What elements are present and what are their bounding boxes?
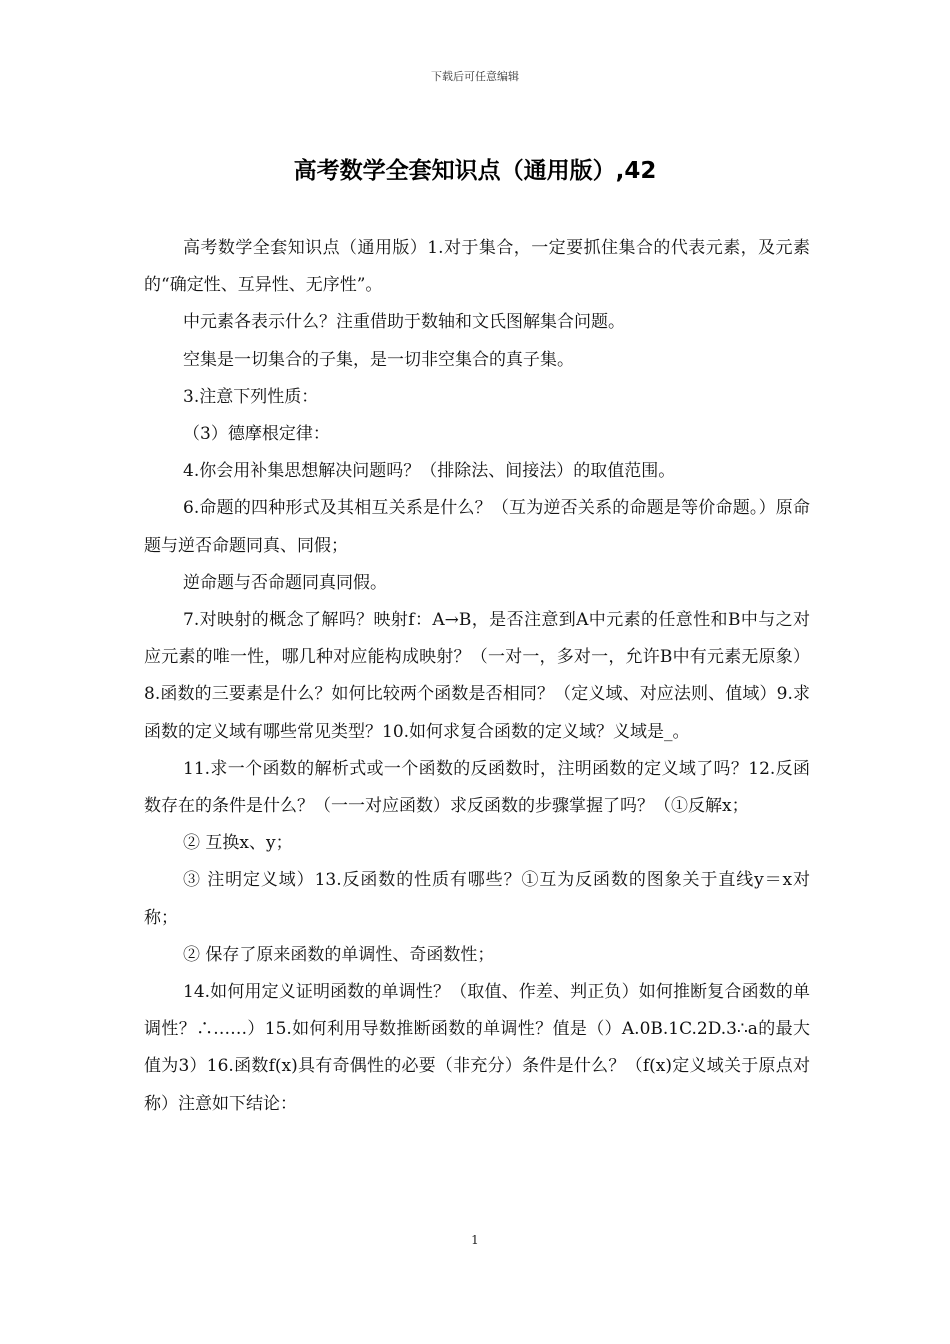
paragraph: 高考数学全套知识点（通用版）1.对于集合，一定要抓住集合的代表元素，及元素的“确定性、互异性、无序性”。 <box>144 238 810 296</box>
paragraph: 中元素各表示什么？注重借助于数轴和文氏图解集合问题。 <box>183 312 625 333</box>
page-number: 1 <box>471 1233 479 1247</box>
document-body <box>144 230 810 1123</box>
paragraph: 空集是一切集合的子集，是一切非空集合的真子集。 <box>183 349 574 370</box>
paragraph: 14.如何用定义证明函数的单调性？（取值、作差、判正负）如何推断复合函数的单调性？∴……）15.如何利用导数推断函数的单调性？值是（）A.0B.1C.2D.3∴a的最大值为3）16.函数f(x)具有奇偶性的必要（非充分）条件是什么？（f(x)定义域关于原点对称）注意如下结论： <box>144 982 810 1114</box>
page-header: 下载后可任意编辑 <box>431 70 519 83</box>
paragraph: 3.注意下列性质： <box>183 386 319 407</box>
paragraph: 7.对映射的概念了解吗？映射f：A→B，是否注意到A中元素的任意性和B中与之对应元素的唯一性，哪几种对应能构成映射？（一对一，多对一，允许B中有元素无原象）8.函数的三要素是什么？如何比较两个函数是否相同？（定义域、对应法则、值域）9.求函数的定义域有哪些常见类型？10.如何求复合函数的定义域？义域是_。 <box>144 610 810 742</box>
paragraph: （3）德摩根定律： <box>183 424 330 445</box>
paragraph: 11.求一个函数的解析式或一个函数的反函数时，注明函数的定义域了吗？12.反函数存在的条件是什么？（一一对应函数）求反函数的步骤掌握了吗？（①反解x； <box>144 758 810 817</box>
paragraph: 6.命题的四种形式及其相互关系是什么？（互为逆否关系的命题是等价命题。）原命题与逆否命题同真、同假； <box>144 498 810 556</box>
paragraph: 4.你会用补集思想解决问题吗？（排除法、间接法）的取值范围。 <box>183 461 676 482</box>
document-title: 高考数学全套知识点（通用版）,42 <box>293 158 657 184</box>
paragraph: ③ 注明定义域）13.反函数的性质有哪些？①互为反函数的图象关于直线y＝x对称； <box>144 870 810 928</box>
paragraph: ② 互换x、y； <box>183 833 293 854</box>
paragraph: 逆命题与否命题同真同假。 <box>183 572 387 593</box>
paragraph: ② 保存了原来函数的单调性、奇函数性； <box>183 944 495 965</box>
